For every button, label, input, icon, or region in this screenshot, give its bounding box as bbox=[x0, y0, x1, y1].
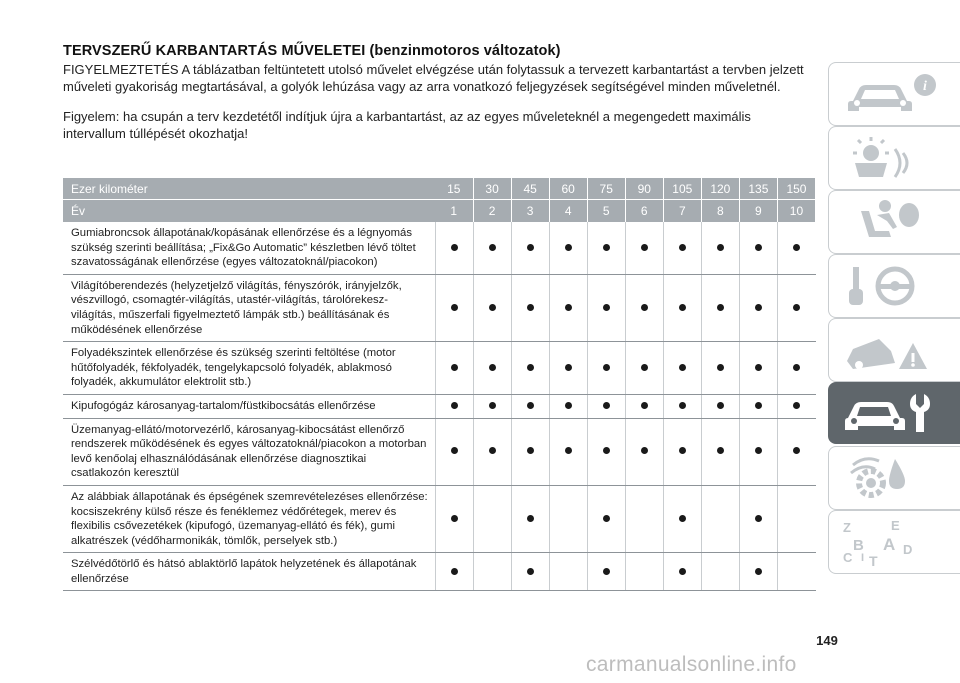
year-header-cell: 4 bbox=[549, 200, 587, 223]
check-dot bbox=[603, 304, 610, 311]
interval-cell bbox=[701, 418, 739, 485]
interval-cell bbox=[587, 342, 625, 395]
interval-cell bbox=[549, 342, 587, 395]
check-dot bbox=[603, 244, 610, 251]
check-dot bbox=[489, 402, 496, 409]
km-header-cell: 45 bbox=[511, 178, 549, 200]
check-dot bbox=[527, 515, 534, 522]
interval-cell bbox=[625, 274, 663, 341]
chapter-tab-dashboard[interactable] bbox=[828, 126, 960, 190]
interval-cell bbox=[701, 394, 739, 418]
km-header-cell: 120 bbox=[701, 178, 739, 200]
interval-cell bbox=[663, 222, 701, 274]
car-accident-warning-icon bbox=[839, 325, 951, 375]
interval-cell bbox=[701, 222, 739, 274]
interval-cell bbox=[777, 418, 815, 485]
check-dot bbox=[679, 244, 686, 251]
interval-cell bbox=[625, 222, 663, 274]
operation-description: Az alábbiak állapotának és épségének szemrevételezéses ellenőrzése: kocsiszekrény külső része és fenéklemez védőrétegek, merev és flexibilis csővezetékek (kipufogó, üzemanyag-ellátó és fék), gumi alkatrészek (védőharmonikák, tömlők, perselyek stb.) bbox=[63, 485, 435, 552]
interval-cell bbox=[511, 418, 549, 485]
check-dot bbox=[489, 447, 496, 454]
year-header-cell: 2 bbox=[473, 200, 511, 223]
dashboard-lights-icon bbox=[839, 133, 951, 183]
check-dot bbox=[451, 364, 458, 371]
index-letter: C bbox=[843, 550, 853, 565]
car-info-icon bbox=[839, 69, 951, 119]
svg-text:i: i bbox=[923, 79, 927, 94]
interval-cell bbox=[625, 485, 663, 552]
index-letter: A bbox=[883, 535, 896, 554]
interval-cell bbox=[435, 342, 473, 395]
table-row bbox=[63, 342, 816, 395]
check-dot bbox=[565, 304, 572, 311]
interval-cell bbox=[701, 485, 739, 552]
check-dot bbox=[679, 402, 686, 409]
year-header-row bbox=[63, 200, 816, 223]
check-dot bbox=[527, 364, 534, 371]
check-dot bbox=[451, 402, 458, 409]
check-dot bbox=[489, 304, 496, 311]
interval-cell bbox=[587, 222, 625, 274]
check-dot bbox=[527, 244, 534, 251]
chapter-tab-car-info[interactable] bbox=[828, 62, 960, 126]
interval-cell bbox=[587, 274, 625, 341]
check-dot bbox=[679, 568, 686, 575]
check-dot bbox=[793, 447, 800, 454]
chapter-tab-emergency[interactable] bbox=[828, 318, 960, 382]
warning-paragraph: FIGYELMEZTETÉS A táblázatban feltüntetett utolsó művelet elvégzése után folytassuk a tervezett karbantartást a tervben jelzett műveleti gyakoriság megtartásával, a golyók lehúzása vagy az arra vonatkozó feljegyzések segítségével minden műveletnél. bbox=[63, 62, 804, 94]
year-header-cell: 10 bbox=[777, 200, 815, 223]
check-dot bbox=[679, 304, 686, 311]
interval-cell bbox=[739, 342, 777, 395]
interval-cell bbox=[777, 274, 815, 341]
interval-cell bbox=[777, 222, 815, 274]
year-header-cell: 5 bbox=[587, 200, 625, 223]
operation-description: Világítóberendezés (helyzetjelző világítás, fényszórók, irányjelzők, vészvillogó, csomagtér-világítás, utastér-világítás, tárolórekesz-világítás, műszerfali figyelmeztető lámpák stb.) beállításának és működésének ellenőrzése bbox=[63, 274, 435, 341]
check-dot bbox=[451, 447, 458, 454]
gear-drop-icon bbox=[839, 453, 951, 503]
check-dot bbox=[755, 568, 762, 575]
interval-cell bbox=[435, 485, 473, 552]
index-letter: D bbox=[903, 542, 913, 557]
interval-cell bbox=[777, 394, 815, 418]
check-dot bbox=[755, 364, 762, 371]
interval-cell bbox=[777, 485, 815, 552]
check-dot bbox=[717, 364, 724, 371]
chapter-tab-technical-data[interactable] bbox=[828, 446, 960, 510]
interval-cell bbox=[625, 394, 663, 418]
interval-cell bbox=[435, 418, 473, 485]
table-row bbox=[63, 418, 816, 485]
check-dot bbox=[489, 364, 496, 371]
interval-cell bbox=[587, 394, 625, 418]
note-paragraph: Figyelem: ha csupán a terv kezdetétől indítjuk újra a karbantartást, az az egyes műveleteknél a megengedett maximális intervallum túllépését okozhatja! bbox=[63, 109, 751, 141]
interval-cell bbox=[473, 485, 511, 552]
check-dot bbox=[717, 304, 724, 311]
interval-cell bbox=[777, 342, 815, 395]
check-dot bbox=[565, 244, 572, 251]
interval-cell bbox=[549, 274, 587, 341]
check-dot bbox=[793, 402, 800, 409]
check-dot bbox=[565, 402, 572, 409]
maintenance-table-body bbox=[63, 222, 816, 591]
chapter-tab-safety[interactable] bbox=[828, 190, 960, 254]
interval-cell bbox=[701, 553, 739, 591]
table-row bbox=[63, 222, 816, 274]
km-header-cell: 150 bbox=[777, 178, 815, 200]
interval-cell bbox=[625, 553, 663, 591]
page-title: TERVSZERŰ KARBANTARTÁS MŰVELETEI (benzinmotoros változatok) bbox=[63, 43, 561, 59]
interval-cell bbox=[663, 418, 701, 485]
check-dot bbox=[641, 402, 648, 409]
km-header-cell: 15 bbox=[435, 178, 473, 200]
chapter-tab-starting[interactable] bbox=[828, 254, 960, 318]
interval-cell bbox=[435, 274, 473, 341]
check-dot bbox=[603, 402, 610, 409]
index-letter: E bbox=[891, 518, 900, 533]
interval-cell bbox=[511, 553, 549, 591]
car-wrench-icon bbox=[838, 388, 950, 438]
table-row bbox=[63, 394, 816, 418]
operation-description: Kipufogógáz károsanyag-tartalom/füstkibocsátás ellenőrzése bbox=[63, 394, 435, 418]
km-header-cell: 105 bbox=[663, 178, 701, 200]
check-dot bbox=[565, 447, 572, 454]
interval-cell bbox=[663, 342, 701, 395]
check-dot bbox=[603, 515, 610, 522]
check-dot bbox=[603, 364, 610, 371]
interval-cell bbox=[663, 274, 701, 341]
interval-cell bbox=[663, 553, 701, 591]
interval-cell bbox=[511, 394, 549, 418]
check-dot bbox=[679, 515, 686, 522]
operation-description: Gumiabroncsok állapotának/kopásának ellenőrzése és a légnyomás szükség szerinti beállítása; „Fix&Go Automatic” készletben lévő töltet szavatosságának ellenőrzése (egyes változatoknál/piacokon) bbox=[63, 222, 435, 274]
check-dot bbox=[641, 244, 648, 251]
interval-cell bbox=[549, 394, 587, 418]
check-dot bbox=[641, 364, 648, 371]
interval-cell bbox=[587, 485, 625, 552]
chapter-tab-index[interactable] bbox=[828, 510, 960, 574]
check-dot bbox=[755, 402, 762, 409]
check-dot bbox=[451, 244, 458, 251]
page-number: 149 bbox=[816, 633, 838, 648]
check-dot bbox=[489, 244, 496, 251]
maintenance-table bbox=[63, 178, 816, 591]
check-dot bbox=[755, 244, 762, 251]
interval-cell bbox=[739, 553, 777, 591]
index-letter: B bbox=[853, 537, 864, 554]
check-dot bbox=[641, 447, 648, 454]
check-dot bbox=[451, 515, 458, 522]
watermark: carmanualsonline.info bbox=[586, 653, 797, 676]
airbag-seat-icon bbox=[839, 197, 951, 247]
check-dot bbox=[755, 447, 762, 454]
interval-cell bbox=[549, 418, 587, 485]
year-header-cell: 7 bbox=[663, 200, 701, 223]
check-dot bbox=[603, 447, 610, 454]
interval-cell bbox=[587, 553, 625, 591]
interval-cell bbox=[625, 418, 663, 485]
operation-description: Szélvédőtörlő és hátsó ablaktörlő lapátok helyzetének és állapotának ellenőrzése bbox=[63, 553, 435, 591]
interval-cell bbox=[549, 485, 587, 552]
check-dot bbox=[793, 304, 800, 311]
interval-cell bbox=[549, 222, 587, 274]
check-dot bbox=[565, 364, 572, 371]
key-steering-wheel-icon bbox=[839, 261, 951, 311]
check-dot bbox=[755, 304, 762, 311]
interval-cell bbox=[739, 274, 777, 341]
interval-cell bbox=[473, 394, 511, 418]
km-header-cell: 30 bbox=[473, 178, 511, 200]
table-row bbox=[63, 274, 816, 341]
check-dot bbox=[717, 244, 724, 251]
check-dot bbox=[755, 515, 762, 522]
index-letter: I bbox=[861, 552, 865, 564]
interval-cell bbox=[663, 485, 701, 552]
km-header-cell: 75 bbox=[587, 178, 625, 200]
alphabet-index-icon bbox=[839, 517, 951, 567]
interval-cell bbox=[663, 394, 701, 418]
interval-cell bbox=[435, 394, 473, 418]
year-header-cell: 6 bbox=[625, 200, 663, 223]
year-header-label: Év bbox=[63, 200, 435, 223]
km-header-cell: 135 bbox=[739, 178, 777, 200]
interval-cell bbox=[435, 222, 473, 274]
check-dot bbox=[679, 364, 686, 371]
check-dot bbox=[793, 364, 800, 371]
chapter-tab-maintenance[interactable] bbox=[828, 382, 960, 444]
check-dot bbox=[679, 447, 686, 454]
interval-cell bbox=[739, 394, 777, 418]
year-header-cell: 9 bbox=[739, 200, 777, 223]
interval-cell bbox=[511, 222, 549, 274]
check-dot bbox=[527, 402, 534, 409]
interval-cell bbox=[473, 418, 511, 485]
check-dot bbox=[793, 244, 800, 251]
check-dot bbox=[451, 304, 458, 311]
interval-cell bbox=[473, 553, 511, 591]
km-header-row bbox=[63, 178, 816, 200]
interval-cell bbox=[473, 222, 511, 274]
check-dot bbox=[527, 447, 534, 454]
interval-cell bbox=[511, 485, 549, 552]
interval-cell bbox=[739, 485, 777, 552]
check-dot bbox=[641, 304, 648, 311]
interval-cell bbox=[473, 342, 511, 395]
km-header-label: Ezer kilométer bbox=[63, 178, 435, 200]
check-dot bbox=[527, 304, 534, 311]
year-header-cell: 8 bbox=[701, 200, 739, 223]
check-dot bbox=[603, 568, 610, 575]
interval-cell bbox=[739, 418, 777, 485]
index-letter: T bbox=[869, 553, 878, 567]
table-row bbox=[63, 485, 816, 552]
km-header-cell: 60 bbox=[549, 178, 587, 200]
operation-description: Folyadékszintek ellenőrzése és szükség szerinti feltöltése (motor hűtőfolyadék, fékfolyadék, tengelykapcsoló folyadék, ablakmosó folyadék, akkumulátor elektrolit stb.) bbox=[63, 342, 435, 395]
content-area bbox=[63, 42, 815, 142]
interval-cell bbox=[625, 342, 663, 395]
interval-cell bbox=[511, 274, 549, 341]
interval-cell bbox=[701, 274, 739, 341]
year-header-cell: 3 bbox=[511, 200, 549, 223]
interval-cell bbox=[777, 553, 815, 591]
check-dot bbox=[717, 447, 724, 454]
check-dot bbox=[717, 402, 724, 409]
km-header-cell: 90 bbox=[625, 178, 663, 200]
check-dot bbox=[527, 568, 534, 575]
index-letter: Z bbox=[843, 520, 851, 535]
interval-cell bbox=[549, 553, 587, 591]
operation-description: Üzemanyag-ellátó/motorvezérlő, károsanyag-kibocsátást ellenőrző rendszerek működésének és egyes változatoknál/piacokon a motorban levő kenőolaj elhasználódásának ellenőrzése diagnosztikai csatlakozón keresztül bbox=[63, 418, 435, 485]
interval-cell bbox=[473, 274, 511, 341]
table-row bbox=[63, 553, 816, 591]
interval-cell bbox=[511, 342, 549, 395]
interval-cell bbox=[587, 418, 625, 485]
interval-cell bbox=[739, 222, 777, 274]
interval-cell bbox=[701, 342, 739, 395]
check-dot bbox=[451, 568, 458, 575]
interval-cell bbox=[435, 553, 473, 591]
year-header-cell: 1 bbox=[435, 200, 473, 223]
